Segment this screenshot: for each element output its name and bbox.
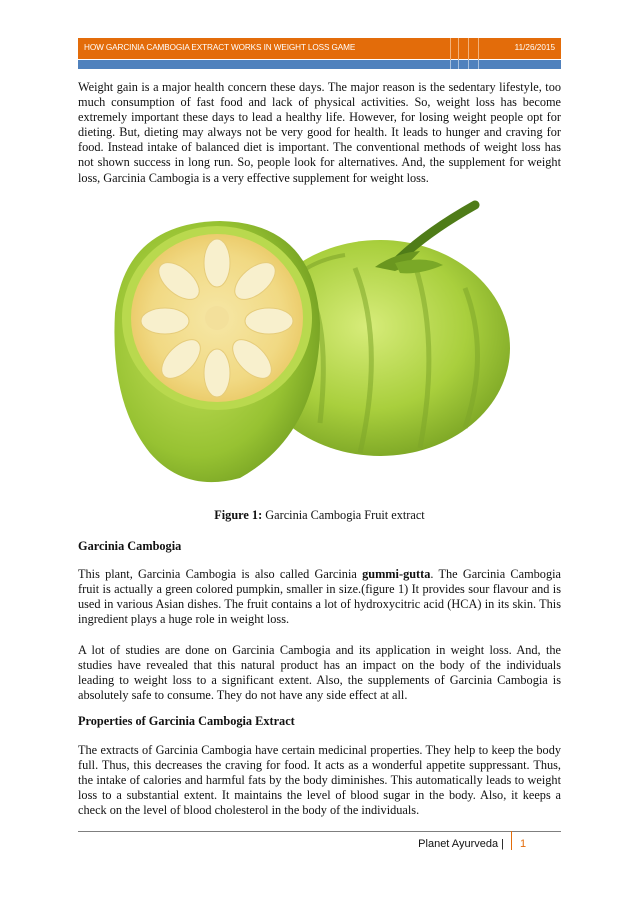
garcinia-fruit-image (95, 193, 535, 493)
plant-bold-term: gummi-gutta (362, 567, 431, 581)
figure-caption (78, 508, 561, 523)
heading-properties: Properties of Garcinia Cambogia Extract (78, 714, 295, 728)
halved-fruit (114, 221, 320, 482)
footer-divider (78, 831, 561, 832)
header-dividers (450, 38, 490, 59)
properties-paragraph: The extracts of Garcinia Cambogia have certain medicinal properties. They help to keep the body full. Thus, this decreases the craving for food. It acts as a wonderful appetite suppressant. Thus, the intake of calories and harmful fats by the body diminishes. This automatically leads to weight loss to a substantial extent. It maintains the level of blood sugar in the body. Also, it keeps a check on the level of blood cholesterol in the body of the individuals. (78, 743, 561, 818)
header-title: HOW GARCINIA CAMBOGIA EXTRACT WORKS IN WEIGHT LOSS GAME (84, 43, 356, 52)
footer-page-number: 1 (520, 838, 527, 850)
plant-text-start: This plant, Garcinia Cambogia is also called Garcinia (78, 567, 363, 581)
header-band (78, 38, 561, 59)
heading-garcinia: Garcinia Cambogia (78, 539, 182, 553)
header-date: 11/26/2015 (514, 43, 555, 52)
figure-label: Figure 1: (214, 508, 263, 522)
footer-site: Planet Ayurveda | (418, 838, 504, 850)
plant-paragraph (78, 567, 561, 627)
studies-paragraph: A lot of studies are done on Garcinia Cambogia and its application in weight loss. And, the studies have revealed that this natural product has an impact on the body of the individuals leading to weight loss to a significant extent. Also, the supplements of Garcinia Cambogia is absolutely safe to consume. They do not have any side effect at all. (78, 643, 561, 703)
figure-caption-text: Garcinia Cambogia Fruit extract (262, 508, 425, 522)
header-underline (78, 60, 561, 69)
intro-paragraph: Weight gain is a major health concern these days. The major reason is the sedentary lifestyle, too much consumption of fast food and lack of physical activities. So, weight loss has become extremely important these days to lead a healthy life. However, for losing weight people opt for dieting. But, dieting may always not be very good for health. It leads to hunger and craving for food. Instead intake of balanced diet is important. The conventional methods of weight loss has not shown success in long run. So, people look for alternatives. And, the supplement for weight loss, Garcinia Cambogia is a very effective supplement for weight loss. (78, 80, 561, 185)
footer-page-box (511, 831, 562, 850)
plant-text-end: . The Garcinia Cambogia fruit is actually a green colored pumpkin, smaller in size.(figure 1) It provides sour flavour and is used in various Asian dishes. The fruit contains a lot of hydroxycitric acid (HCA) in its skin. This ingredient plays a huge role in weight loss. (78, 567, 561, 627)
